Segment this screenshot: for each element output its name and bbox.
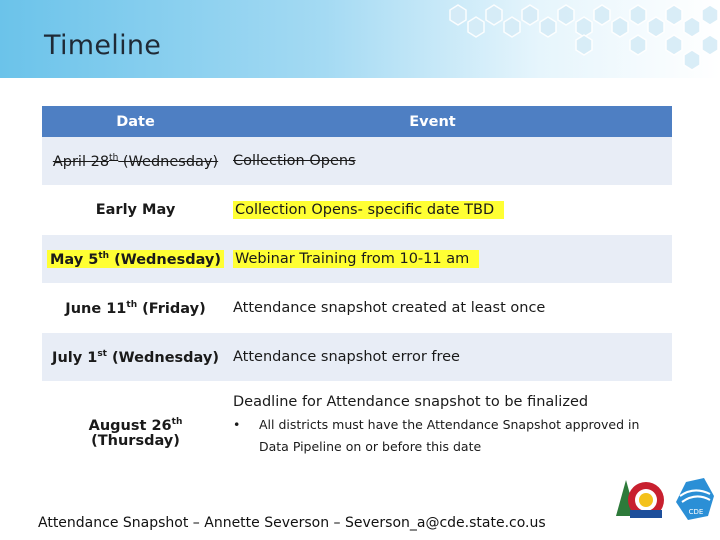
- date-text: July 1st (Wednesday): [52, 348, 219, 366]
- logos: [612, 476, 720, 526]
- event-bullet: [233, 414, 639, 436]
- hexagon-pattern-decoration: [420, 0, 720, 80]
- date-text: May 5th (Wednesday): [47, 250, 224, 269]
- table-row: [42, 284, 672, 333]
- header-date: Date: [116, 113, 155, 130]
- event-cell: [229, 137, 672, 185]
- table-row: [42, 186, 672, 235]
- event-text: Collection Opens: [233, 153, 356, 169]
- bullet-text-cont: Data Pipeline on or before this date: [259, 439, 482, 454]
- table-row: [42, 137, 672, 186]
- header-event: Event: [409, 113, 456, 130]
- event-text: Webinar Training from 10-11 am: [233, 250, 479, 268]
- date-cell: [42, 137, 229, 185]
- date-cell: [42, 186, 229, 234]
- date-text: June 11th (Friday): [65, 299, 206, 317]
- event-bullet-cont: [233, 436, 481, 458]
- table-row: [42, 235, 672, 284]
- event-text: Attendance snapshot created at least once: [233, 300, 546, 316]
- date-cell: [42, 382, 229, 470]
- date-text: August 26th (Thursday): [88, 416, 183, 450]
- event-text: Collection Opens- specific date TBD: [233, 201, 504, 219]
- date-cell: [42, 333, 229, 381]
- slide-title: Timeline: [44, 30, 162, 61]
- cde-logo: [676, 478, 714, 520]
- event-text: Attendance snapshot error free: [233, 349, 460, 365]
- event-cell: [229, 382, 672, 470]
- date-cell: [42, 284, 229, 332]
- table-row: [42, 382, 672, 470]
- date-cell: [42, 235, 229, 283]
- svg-text:CDE: CDE: [688, 508, 704, 516]
- event-cell: [229, 284, 672, 332]
- date-text: April 28th (Wednesday): [52, 152, 219, 170]
- bullet-dot-icon: •: [233, 417, 241, 432]
- table-header-row: [42, 106, 672, 137]
- date-text: Early May: [95, 202, 176, 218]
- slide-footer: Attendance Snapshot – Annette Severson – Severson_a@cde.state.co.us: [38, 515, 546, 531]
- event-text: Deadline for Attendance snapshot to be finalized: [233, 394, 589, 410]
- bullet-text: All districts must have the Attendance Snapshot approved in: [259, 417, 640, 432]
- timeline-table: [42, 106, 672, 470]
- colorado-logo: [616, 480, 664, 518]
- event-cell: [229, 235, 672, 283]
- event-cell: [229, 186, 672, 234]
- table-row: [42, 333, 672, 382]
- event-cell: [229, 333, 672, 381]
